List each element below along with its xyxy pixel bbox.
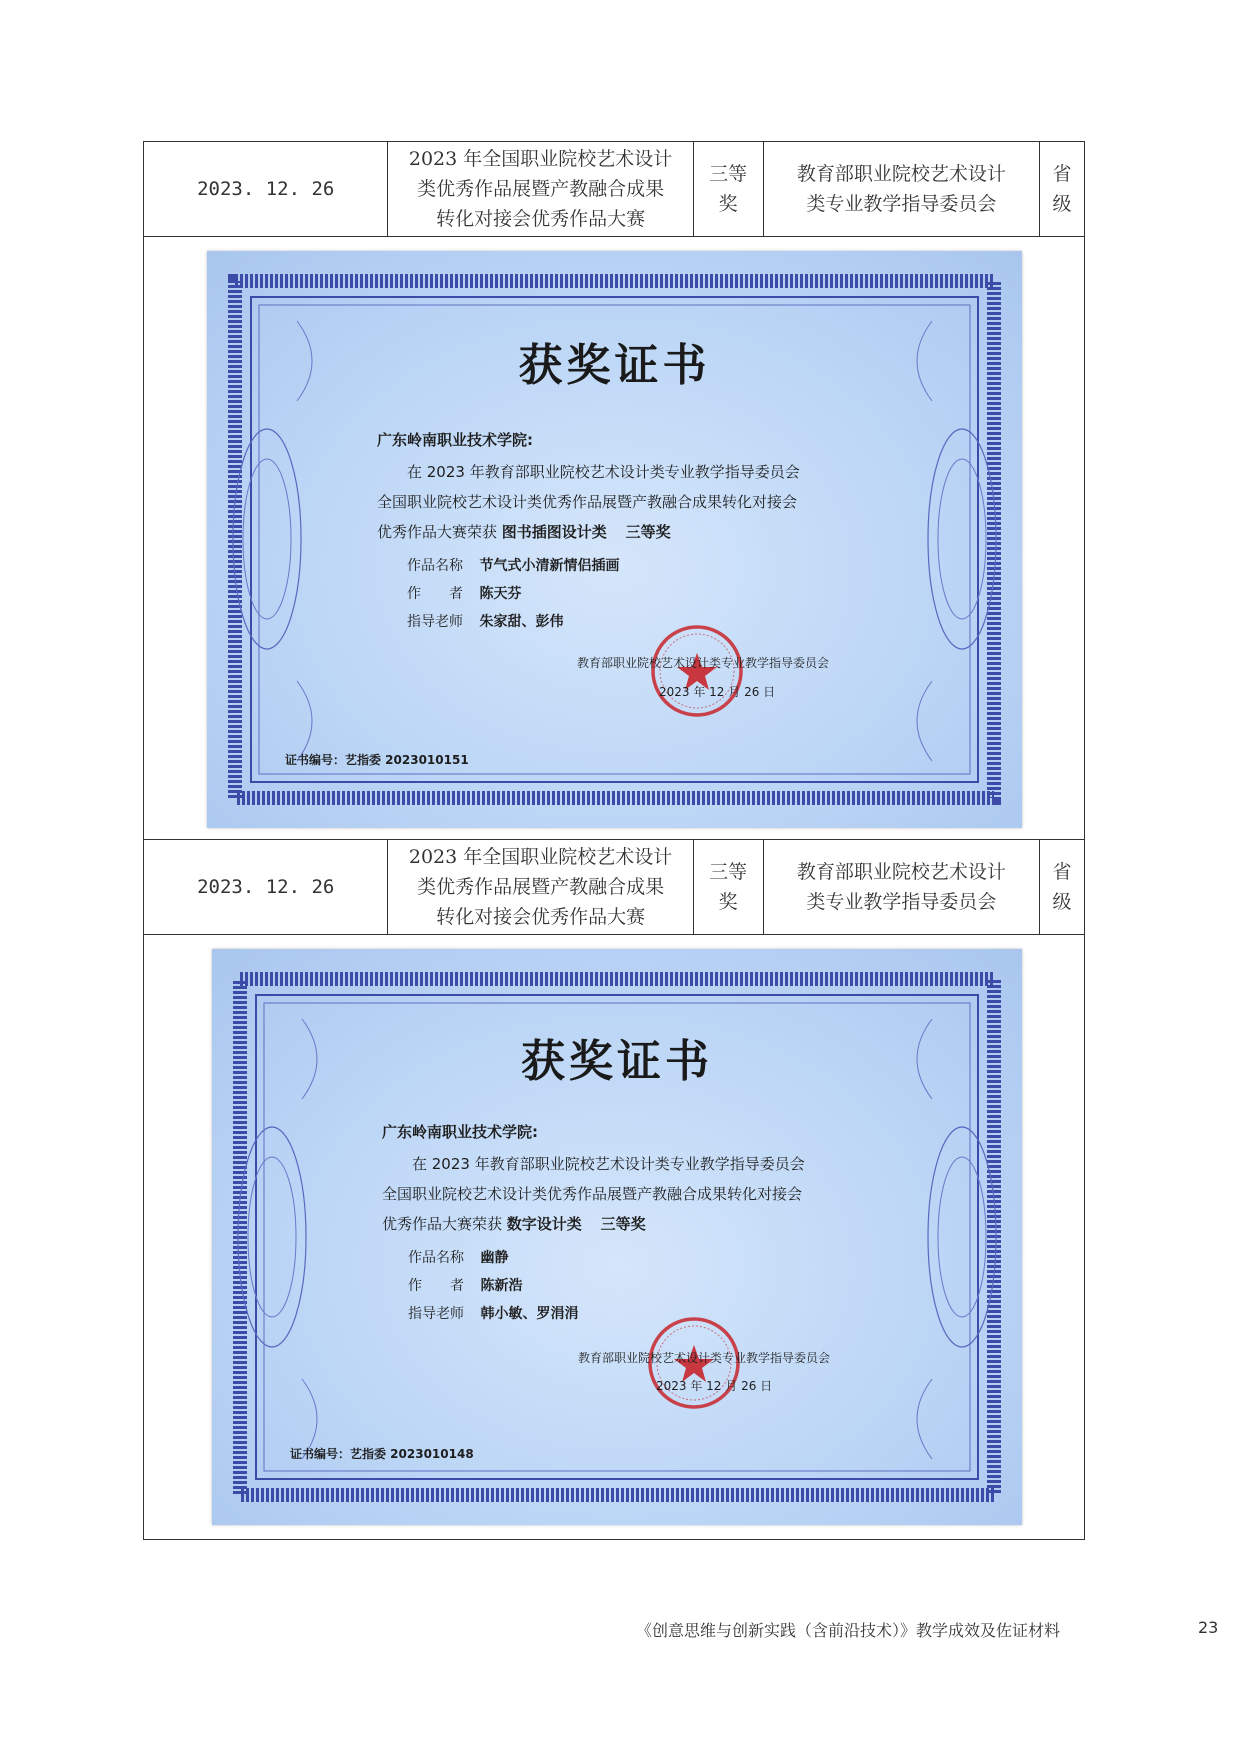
scope-line: 级 [1052, 193, 1072, 215]
advisor-names: 朱家甜、彭伟 [479, 614, 564, 630]
certificate-prize: 三等奖 [600, 1215, 646, 1233]
certificate-issuer: 教育部职业院校艺术设计类专业教学指导委员会 [578, 1351, 831, 1365]
author-label: 作 者 [407, 586, 463, 602]
scope-line: 级 [1052, 891, 1072, 913]
certificate-category: 图书插图设计类 [501, 523, 607, 541]
certificate-recipient: 广东岭南职业技术学院: [382, 1123, 538, 1141]
certificate-issue-date: 2023 年 12 月 26 日 [659, 685, 776, 699]
certificate-work-row [407, 555, 619, 575]
award-info-row [144, 840, 1084, 935]
award-line: 奖 [718, 193, 738, 215]
organizer-line: 类专业教学指导委员会 [806, 891, 997, 913]
competition-line: 转化对接会优秀作品大赛 [436, 906, 646, 928]
advisor-label: 指导老师 [407, 614, 463, 630]
award-info-row [144, 142, 1084, 237]
advisor-label: 指导老师 [408, 1306, 464, 1322]
work-name: 节气式小清新情侣插画 [479, 558, 620, 574]
award-scope [1040, 840, 1084, 934]
certificate-photo-row [144, 237, 1084, 840]
certificate-photo [212, 949, 1022, 1525]
certificate-number: 证书编号：艺指委 2023010148 [290, 1447, 474, 1461]
author-label: 作 者 [408, 1278, 464, 1294]
certificate-category: 数字设计类 [506, 1215, 582, 1233]
competition-name [388, 840, 693, 934]
certificate-body-prefix: 优秀作品大赛荣获 [377, 523, 498, 541]
footer-title: 《创意思维与创新实践（含前沿技术）》教学成效及佐证材料 [636, 1621, 1061, 1640]
organizer-line: 类专业教学指导委员会 [806, 193, 997, 215]
author-name: 陈新浩 [480, 1278, 523, 1294]
scope-line: 省 [1052, 163, 1072, 185]
certificate-recipient: 广东岭南职业技术学院: [377, 431, 533, 449]
scope-line: 省 [1052, 861, 1072, 883]
certificate-photo-row [144, 935, 1084, 1539]
certificate-body-line [377, 521, 671, 542]
work-label: 作品名称 [408, 1250, 464, 1266]
certificate-body-line [382, 1213, 646, 1234]
award-level [694, 840, 764, 934]
official-seal [649, 623, 745, 719]
award-level [694, 142, 764, 236]
certificate-prize: 三等奖 [625, 523, 671, 541]
competition-line: 类优秀作品展暨产教融合成果 [417, 876, 665, 898]
organizer [764, 840, 1040, 934]
award-date: 2023. 12. 26 [144, 142, 388, 236]
certificate-photo [207, 251, 1022, 828]
organizer [764, 142, 1040, 236]
page-number: 23 [1198, 1618, 1219, 1637]
organizer-line: 教育部职业院校艺术设计 [796, 163, 1006, 185]
certificate-author-row [407, 583, 521, 603]
author-name: 陈天芬 [479, 586, 522, 602]
organizer-line: 教育部职业院校艺术设计 [796, 861, 1006, 883]
work-label: 作品名称 [407, 558, 463, 574]
certificate-title: 获奖证书 [518, 340, 711, 391]
award-date: 2023. 12. 26 [144, 840, 388, 934]
certificate-work-row [408, 1247, 508, 1267]
award-scope [1040, 142, 1084, 236]
certificate-title: 获奖证书 [521, 1036, 713, 1087]
certificate-body-prefix: 优秀作品大赛荣获 [382, 1215, 503, 1233]
competition-line: 类优秀作品展暨产教融合成果 [417, 178, 665, 200]
award-line: 三等 [709, 163, 748, 185]
certificate-advisor-row [408, 1303, 578, 1323]
certificate-number: 证书编号：艺指委 2023010151 [285, 753, 469, 767]
certificate-body-line: 在 2023 年教育部职业院校艺术设计类专业教学指导委员会 [412, 1155, 805, 1173]
competition-line: 转化对接会优秀作品大赛 [436, 208, 646, 230]
award-line: 奖 [718, 891, 738, 913]
certificate-author-row [408, 1275, 522, 1295]
certificate-body-line: 全国职业院校艺术设计类优秀作品展暨产教融合成果转化对接会 [377, 493, 798, 511]
certificate-body-line: 全国职业院校艺术设计类优秀作品展暨产教融合成果转化对接会 [382, 1185, 803, 1203]
work-name: 幽静 [480, 1250, 509, 1266]
competition-line: 2023 年全国职业院校艺术设计 [408, 846, 673, 868]
certificate-issue-date: 2023 年 12 月 26 日 [656, 1379, 773, 1393]
certificate-body-line: 在 2023 年教育部职业院校艺术设计类专业教学指导委员会 [407, 463, 800, 481]
advisor-names: 韩小敏、罗涓涓 [480, 1306, 579, 1322]
award-line: 三等 [709, 861, 748, 883]
awards-table [143, 141, 1085, 1540]
competition-name [388, 142, 693, 236]
certificate-issuer: 教育部职业院校艺术设计类专业教学指导委员会 [577, 656, 830, 670]
competition-line: 2023 年全国职业院校艺术设计 [408, 148, 673, 170]
certificate-advisor-row [407, 611, 563, 631]
